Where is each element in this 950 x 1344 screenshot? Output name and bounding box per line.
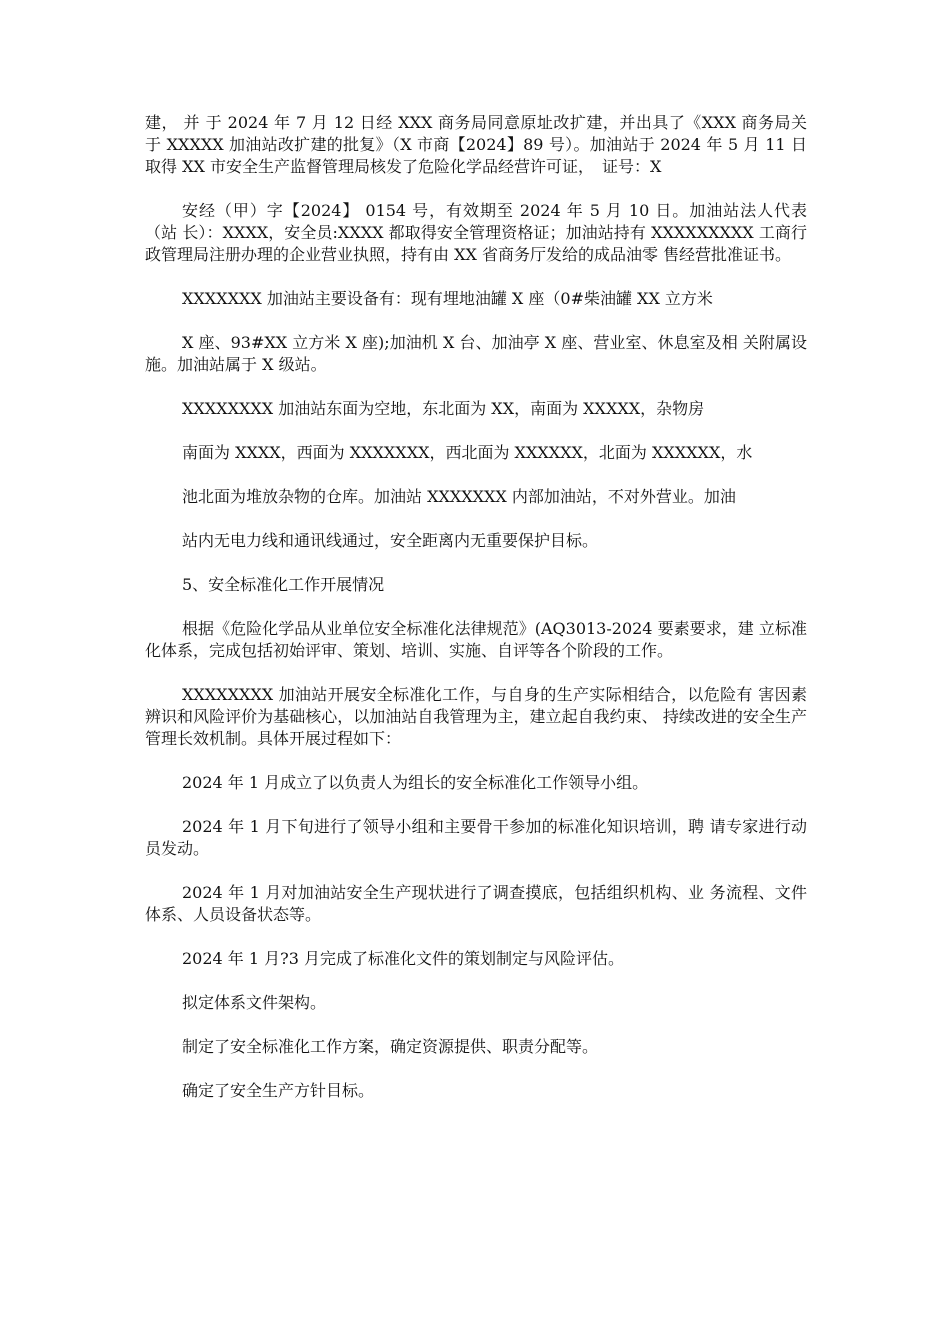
document-page bbox=[145, 112, 807, 1124]
paragraph-surroundings-north: 池北面为堆放杂物的仓库。加油站 XXXXXXX 内部加油站，不对外营业。加油 bbox=[182, 487, 736, 506]
paragraph-equipment-cont: X 座、93#XX 立方米 X 座);加油机 X 台、加油亭 X 座、营业室、休息室及相 关附属设施。加油站属于 X 级站。 bbox=[145, 333, 807, 374]
paragraph-step-6: 制定了安全标准化工作方案，确定资源提供、职责分配等。 bbox=[182, 1037, 599, 1056]
paragraph-step-1: 2024 年 1 月成立了以负责人为组长的安全标准化工作领导小组。 bbox=[182, 773, 649, 792]
paragraph-safety-distance: 站内无电力线和通讯线通过，安全距离内无重要保护目标。 bbox=[182, 531, 599, 550]
paragraph-standard-work: XXXXXXXX 加油站开展安全标准化工作，与自身的生产实际相结合，以危险有 害因素辨识和风险评价为基础核心，以加油站自我管理为主，建立起自我约束、 持续改进的安全生产管理长效机制。具体开展过程如下： bbox=[145, 685, 807, 748]
paragraph-surroundings-east: XXXXXXXX 加油站东面为空地，东北面为 XX，南面为 XXXXX，杂物房 bbox=[182, 399, 705, 418]
paragraph-step-4: 2024 年 1 月?3 月完成了标准化文件的策划制定与风险评估。 bbox=[182, 949, 625, 968]
paragraph-step-3: 2024 年 1 月对加油站安全生产现状进行了调查摸底，包括组织机构、业 务流程、文件体系、人员设备状态等。 bbox=[145, 883, 807, 924]
section-heading: 5、安全标准化工作开展情况 bbox=[182, 575, 385, 594]
paragraph-license: 安经（甲）字【2024】 0154 号，有效期至 2024 年 5 月 10 日。加油站法人代表（站 长）：XXXX，安全员:XXXX 都取得安全管理资格证；加油站持有 XXXXXXXXX 工商行政管理局注册办理的企业营业执照，持有由 XX 省商务厅发给的成品油零 售经营批准证书。 bbox=[145, 201, 807, 264]
paragraph-equipment: XXXXXXX 加油站主要设备有：现有埋地油罐 X 座（0#柴油罐 XX 立方米 bbox=[182, 289, 713, 308]
paragraph-step-7: 确定了安全生产方针目标。 bbox=[182, 1081, 375, 1100]
paragraph-step-5: 拟定体系文件架构。 bbox=[182, 993, 327, 1012]
paragraph-standard-basis: 根据《危险化学品从业单位安全标准化法律规范》(AQ3013-2024 要素要求，建 立标准化体系，完成包括初始评审、策划、培训、实施、自评等各个阶段的工作。 bbox=[145, 619, 807, 660]
paragraph-approval: 建， 并 于 2024 年 7 月 12 日经 XXX 商务局同意原址改扩建，并出具了《XXX 商务局关 于 XXXXX 加油站改扩建的批复》（X 市商【2024】89 号）。加油站于 2024 年 5 月 11 日取得 XX 市安全生产监督管理局核发了危险化学品经营许可证， 证号：X bbox=[145, 113, 807, 176]
paragraph-surroundings-south: 南面为 XXXX，西面为 XXXXXXX，西北面为 XXXXXX，北面为 XXXXXX，水 bbox=[182, 443, 753, 462]
paragraph-step-2: 2024 年 1 月下旬进行了领导小组和主要骨干参加的标准化知识培训，聘 请专家进行动员发动。 bbox=[145, 817, 807, 858]
